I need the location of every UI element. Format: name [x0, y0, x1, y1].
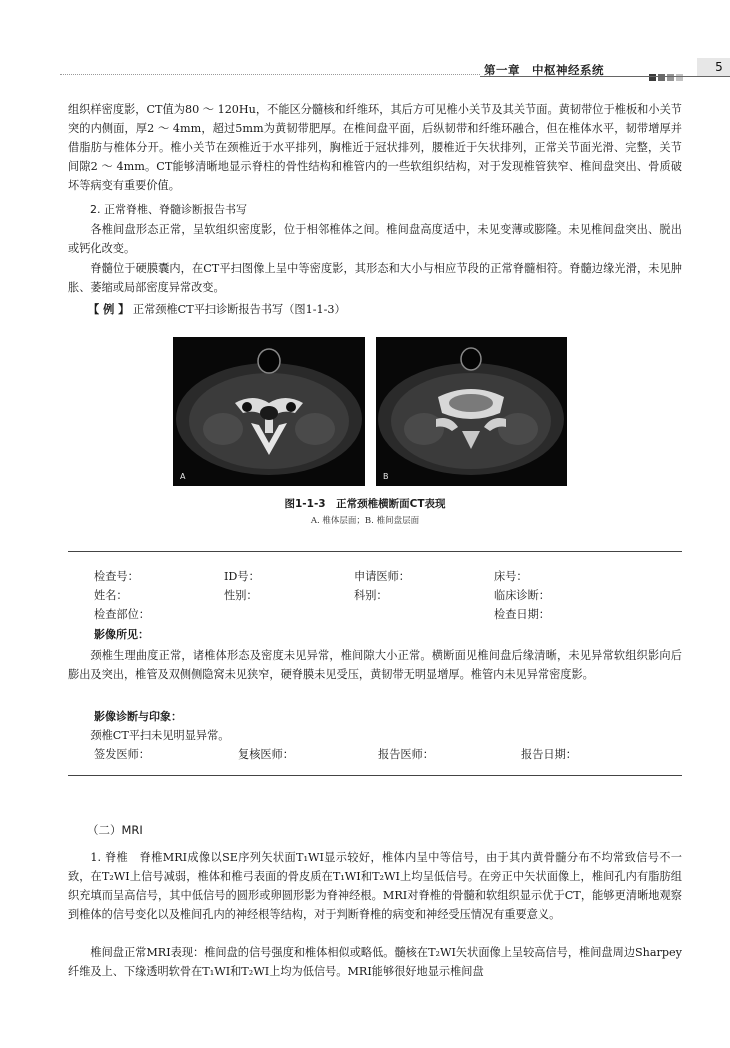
department-field: 科别：	[354, 589, 388, 602]
example-tag: 【 例 】	[88, 303, 130, 316]
disc-paragraph: 各椎间盘形态正常，呈软组织密度影，位于相邻椎体之间。椎间盘高度适中，未见变薄或膨隆。未见椎间盘突出、脱出或钙化改变。	[68, 223, 682, 255]
ct-scan-b-graphic	[376, 337, 567, 486]
exam-date-field: 检查日期：	[494, 608, 550, 621]
running-header	[60, 58, 723, 80]
id-no-field: ID号：	[224, 570, 260, 583]
figure-caption: 图1-1-3 正常颈椎横断面CT表现	[284, 498, 446, 510]
findings-heading: 影像所见：	[94, 628, 149, 641]
ct-image-vertebral-body-level	[173, 337, 365, 486]
chapter-title: 第一章 中枢神经系统	[484, 63, 604, 77]
requesting-doctor-field: 申请医师：	[354, 570, 410, 583]
report-date-field: 报告日期：	[521, 748, 577, 761]
panel-b-letter: B	[383, 472, 389, 481]
header-dotted-rule	[60, 74, 480, 75]
page-number: 5	[697, 58, 730, 76]
clinical-diagnosis-field: 临床诊断：	[494, 589, 550, 602]
intro-paragraph: 组织样密度影，CT值为80 ～ 120Hu，不能区分髓核和纤维环，其后方可见椎小关节及其关节面。黄韧带位于椎板和小关节突的内侧面，厚2 ～ 4mm，超过5mm为黄韧带肥厚。在椎间盘平面，后纵韧带和纤维环融合，但在椎体水平，韧带增厚并借脂肪与椎体分开。椎小关节在颈椎近于水平排列，胸椎近于冠状排列，腰椎近于矢状排列，正常关节面光滑、完整，关节间隙2 ～ 4mm。CT能够清晰地显示脊柱的骨性结构和椎管内的一些软组织结构，对于发现椎管狭窄、椎间盘突出、骨质破坏等病变有重要价值。	[68, 103, 682, 192]
findings-text: 颈椎生理曲度正常，诸椎体形态及密度未见异常，椎间隙大小正常。横断面见椎间盘后缘清晰，未见异常软组织影向后膨出及突出，椎管及双侧侧隐窝未见狭窄，硬脊膜未见受压，黄韧带无明显增厚。椎管内未见异常密度影。	[68, 649, 682, 681]
name-field: 姓名：	[94, 589, 128, 602]
exam-site-field: 检查部位：	[94, 608, 150, 621]
panel-a-letter: A	[180, 472, 186, 481]
header-rule	[480, 76, 730, 77]
ct-scan-a-graphic	[173, 337, 365, 486]
impression-text: 颈椎CT平扫未见明显异常。	[90, 729, 230, 742]
header-decoration-squares	[649, 66, 693, 74]
impression-heading: 影像诊断与印象：	[94, 710, 182, 723]
example-text: 正常颈椎CT平扫诊断报告书写（图1-1-3）	[132, 303, 346, 316]
mri-disc-paragraph: 椎间盘正常MRI表现：椎间盘的信号强度和椎体相似或略低。髓核在T₂WI矢状面像上呈较高信号，椎间盘周边Sharpey纤维及上、下缘透明软骨在T₁WI和T₂WI上均为低信号。MRI能够很好地显示椎间盘	[68, 946, 682, 978]
gender-field: 性别：	[224, 589, 258, 602]
example-line	[88, 301, 346, 317]
mri-spine-paragraph: 1. 脊椎 脊椎MRI成像以SE序列矢状面T₁WI显示较好，椎体内呈中等信号，由于其内黄骨髓分布不均常致信号不一致，在T₂WI上信号减弱，椎体和椎弓表面的骨皮质在T₁WI和T₂WI上均呈低信号。在旁正中矢状面像上，椎间孔内有脂肪组织充填而呈高信号，其中低信号的圆形或卵圆形影为脊神经根。MRI对脊椎的骨髓和软组织显示优于CT，能够更清晰地观察到椎体的信号变化以及椎间孔内的神经根等结构，对于判断脊椎的病变和神经受压情况有重要意义。	[68, 851, 682, 921]
subsection-heading: 2. 正常脊椎、脊髓诊断报告书写	[90, 203, 247, 216]
spinal-cord-paragraph: 脊髓位于硬膜囊内，在CT平扫图像上呈中等密度影，其形态和大小与相应节段的正常脊髓相符。脊髓边缘光滑，未见肿胀、萎缩或局部密度异常改变。	[68, 262, 682, 294]
report-top-rule	[68, 551, 682, 552]
reporting-doctor-field: 报告医师：	[378, 748, 434, 761]
reviewing-doctor-field: 复核医师：	[238, 748, 294, 761]
exam-no-field: 检查号：	[94, 570, 139, 583]
bed-no-field: 床号：	[494, 570, 528, 583]
mri-section-heading: （二）MRI	[87, 823, 143, 837]
figure-subcaption: A. 椎体层面；B. 椎间盘层面	[310, 516, 420, 526]
report-bottom-rule	[68, 775, 682, 776]
ct-image-disc-level	[376, 337, 567, 486]
issuing-doctor-field: 签发医师：	[94, 748, 150, 761]
